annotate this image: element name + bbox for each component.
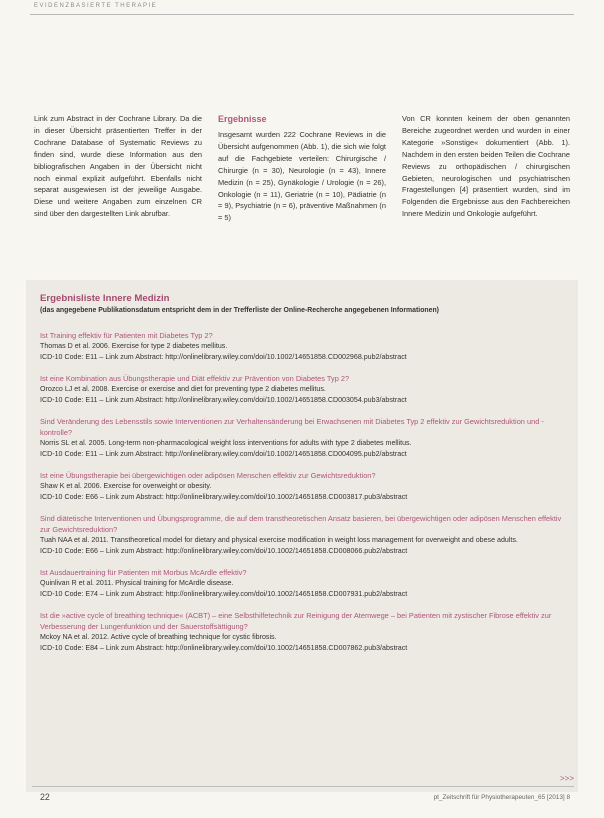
entry-link[interactable]: ICD-10 Code: E66 – Link zum Abstract: http://onlinelibrary.wiley.com/doi/10.1002/14651858.CD008066.pub2/abstract (40, 547, 408, 555)
entry-question: Ist Training effektiv für Patienten mit Diabetes Typ 2? (40, 331, 213, 340)
column-1: Link zum Abstract in der Cochrane Library. Da die in dieser Übersicht präsentierten Treffer in der Cochrane Database of Systematic Reviews zu finden sind, wurde diese Information aus den bibliografischen Angaben in der Übersicht nicht noch einmal explizit aufgeführt. Ebenfalls nicht separat ausgewiesen ist der jeweilige Ausgabe. Diese und weitere Angaben zum einzelnen CR sind über den dargestellten Link abrufbar. (34, 114, 202, 219)
results-list (40, 330, 570, 664)
results-title: Ergebnisliste Innere Medizin (40, 293, 170, 304)
entry-citation: Shaw K et al. 2006. Exercise for overweight or obesity. (40, 482, 212, 490)
column-2-text: Insgesamt wurden 222 Cochrane Reviews in die Übersicht aufgenommen (Abb. 1), die sich wie folgt auf die Fachgebiete verteilen: Chirurgische / Chirurgie (n = 30), Neurologie (n = 43), Innere Medizin (n = 25), Gynäkologie / Urologie (n = 26), Onkologie (n = 11), Geriatrie (n = 10), Pädiatrie (n = 9), Psychiatrie (n = 6), präventive Maßnahmen (n = 5) (218, 130, 386, 223)
entry-citation: Orozco LJ et al. 2008. Exercise or exercise and diet for preventing type 2 diabetes mellitus. (40, 385, 326, 393)
entry-question: Sind Veränderung des Lebensstils sowie Interventionen zur Verhaltensänderung bei Erwachsenen mit Diabetes Typ 2 effektiv zur Gewichtsreduktion und -kontrolle? (40, 417, 544, 437)
entry-link[interactable]: ICD-10 Code: E74 – Link zum Abstract: http://onlinelibrary.wiley.com/doi/10.1002/14651858.CD007931.pub2/abstract (40, 590, 408, 598)
page-number: 22 (40, 792, 50, 802)
entry-question: Ist eine Kombination aus Übungstherapie und Diät effektiv zur Prävention von Diabetes Typ 2? (40, 374, 350, 383)
list-item (40, 470, 570, 503)
list-item (40, 513, 570, 557)
entry-link[interactable]: ICD-10 Code: E66 – Link zum Abstract: http://onlinelibrary.wiley.com/doi/10.1002/14651858.CD003817.pub3/abstract (40, 493, 408, 501)
entry-question: Ist eine Übungstherapie bei übergewichtigen oder adipösen Menschen effektiv zur Gewichtsreduktion? (40, 471, 376, 480)
list-item (40, 330, 570, 363)
entry-link[interactable]: ICD-10 Code: E84 – Link zum Abstract: http://onlinelibrary.wiley.com/doi/10.1002/14651858.CD007862.pub3/abstract (40, 644, 408, 652)
intro-columns (34, 113, 574, 224)
entry-question: Ist die »active cycle of breathing technique« (ACBT) – eine Selbsthilfetechnik zur Reinigung der Atemwege – bei Patienten mit zystischer Fibrose effektiv zur Verbesserung der Lungenfunktion und der Sauerstoffsättigung? (40, 611, 552, 631)
list-item (40, 567, 570, 600)
journal-footer: pt_Zeitschrift für Physiotherapeuten_65 [2013] 8 (433, 794, 570, 801)
list-item (40, 610, 570, 654)
list-item (40, 373, 570, 406)
entry-question: Sind diätetische Interventionen und Übungsprogramme, die auf dem transtheoretischen Ansatz basieren, bei übergewichtigen oder adipösen Menschen effektiv zur Gewichtsreduktion? (40, 514, 562, 534)
continued-arrow-icon: >>> (559, 774, 574, 783)
entry-citation: Tuah NAA et al. 2011. Transtheoretical model for dietary and physical exercise modification in weight loss management for overweight and obese adults. (40, 536, 518, 544)
entry-citation: Thomas D et al. 2006. Exercise for type 2 diabetes mellitus. (40, 342, 228, 350)
results-subtitle: (das angegebene Publikationsdatum entspricht dem in der Trefferliste der Online-Recherche angegebenen Informationen) (40, 307, 439, 314)
running-header: EVIDENZBASIERTE THERAPIE (34, 3, 158, 9)
entry-question: Ist Ausdauertraining für Patienten mit Morbus McArdle effektiv? (40, 568, 247, 577)
entry-citation: Mckoy NA et al. 2012. Active cycle of breathing technique for cystic fibrosis. (40, 633, 277, 641)
column-2 (218, 113, 386, 224)
entry-link[interactable]: ICD-10 Code: E11 – Link zum Abstract: http://onlinelibrary.wiley.com/doi/10.1002/14651858.CD004095.pub2/abstract (40, 450, 407, 458)
entry-citation: Norris SL et al. 2005. Long-term non-pharmacological weight loss interventions for adults with type 2 diabetes mellitus. (40, 439, 412, 447)
column-3: Von CR konnten keinem der oben genannten Bereiche zugeordnet werden und wurden in einer Kategorie »Sonstige« dokumentiert (Abb. 1). Nachdem in den ersten beiden Teilen die Cochrane Reviews zu orthopädischen / chirurgischen Gebieten, neurologischen und psychiatrischen Fragestellungen [4] präsentiert wurden, sind im Folgenden die Ergebnisse aus den Fachbereichen Innere Medizin und Onkologie aufgeführt. (402, 114, 570, 219)
list-item (40, 416, 570, 460)
entry-citation: Quinlivan R et al. 2011. Physical training for McArdle disease. (40, 579, 234, 587)
entry-link[interactable]: ICD-10 Code: E11 – Link zum Abstract: http://onlinelibrary.wiley.com/doi/10.1002/14651858.CD003054.pub3/abstract (40, 396, 407, 404)
section-heading-results: Ergebnisse (218, 114, 267, 124)
entry-link[interactable]: ICD-10 Code: E11 – Link zum Abstract: http://onlinelibrary.wiley.com/doi/10.1002/14651858.CD002968.pub2/abstract (40, 353, 407, 361)
